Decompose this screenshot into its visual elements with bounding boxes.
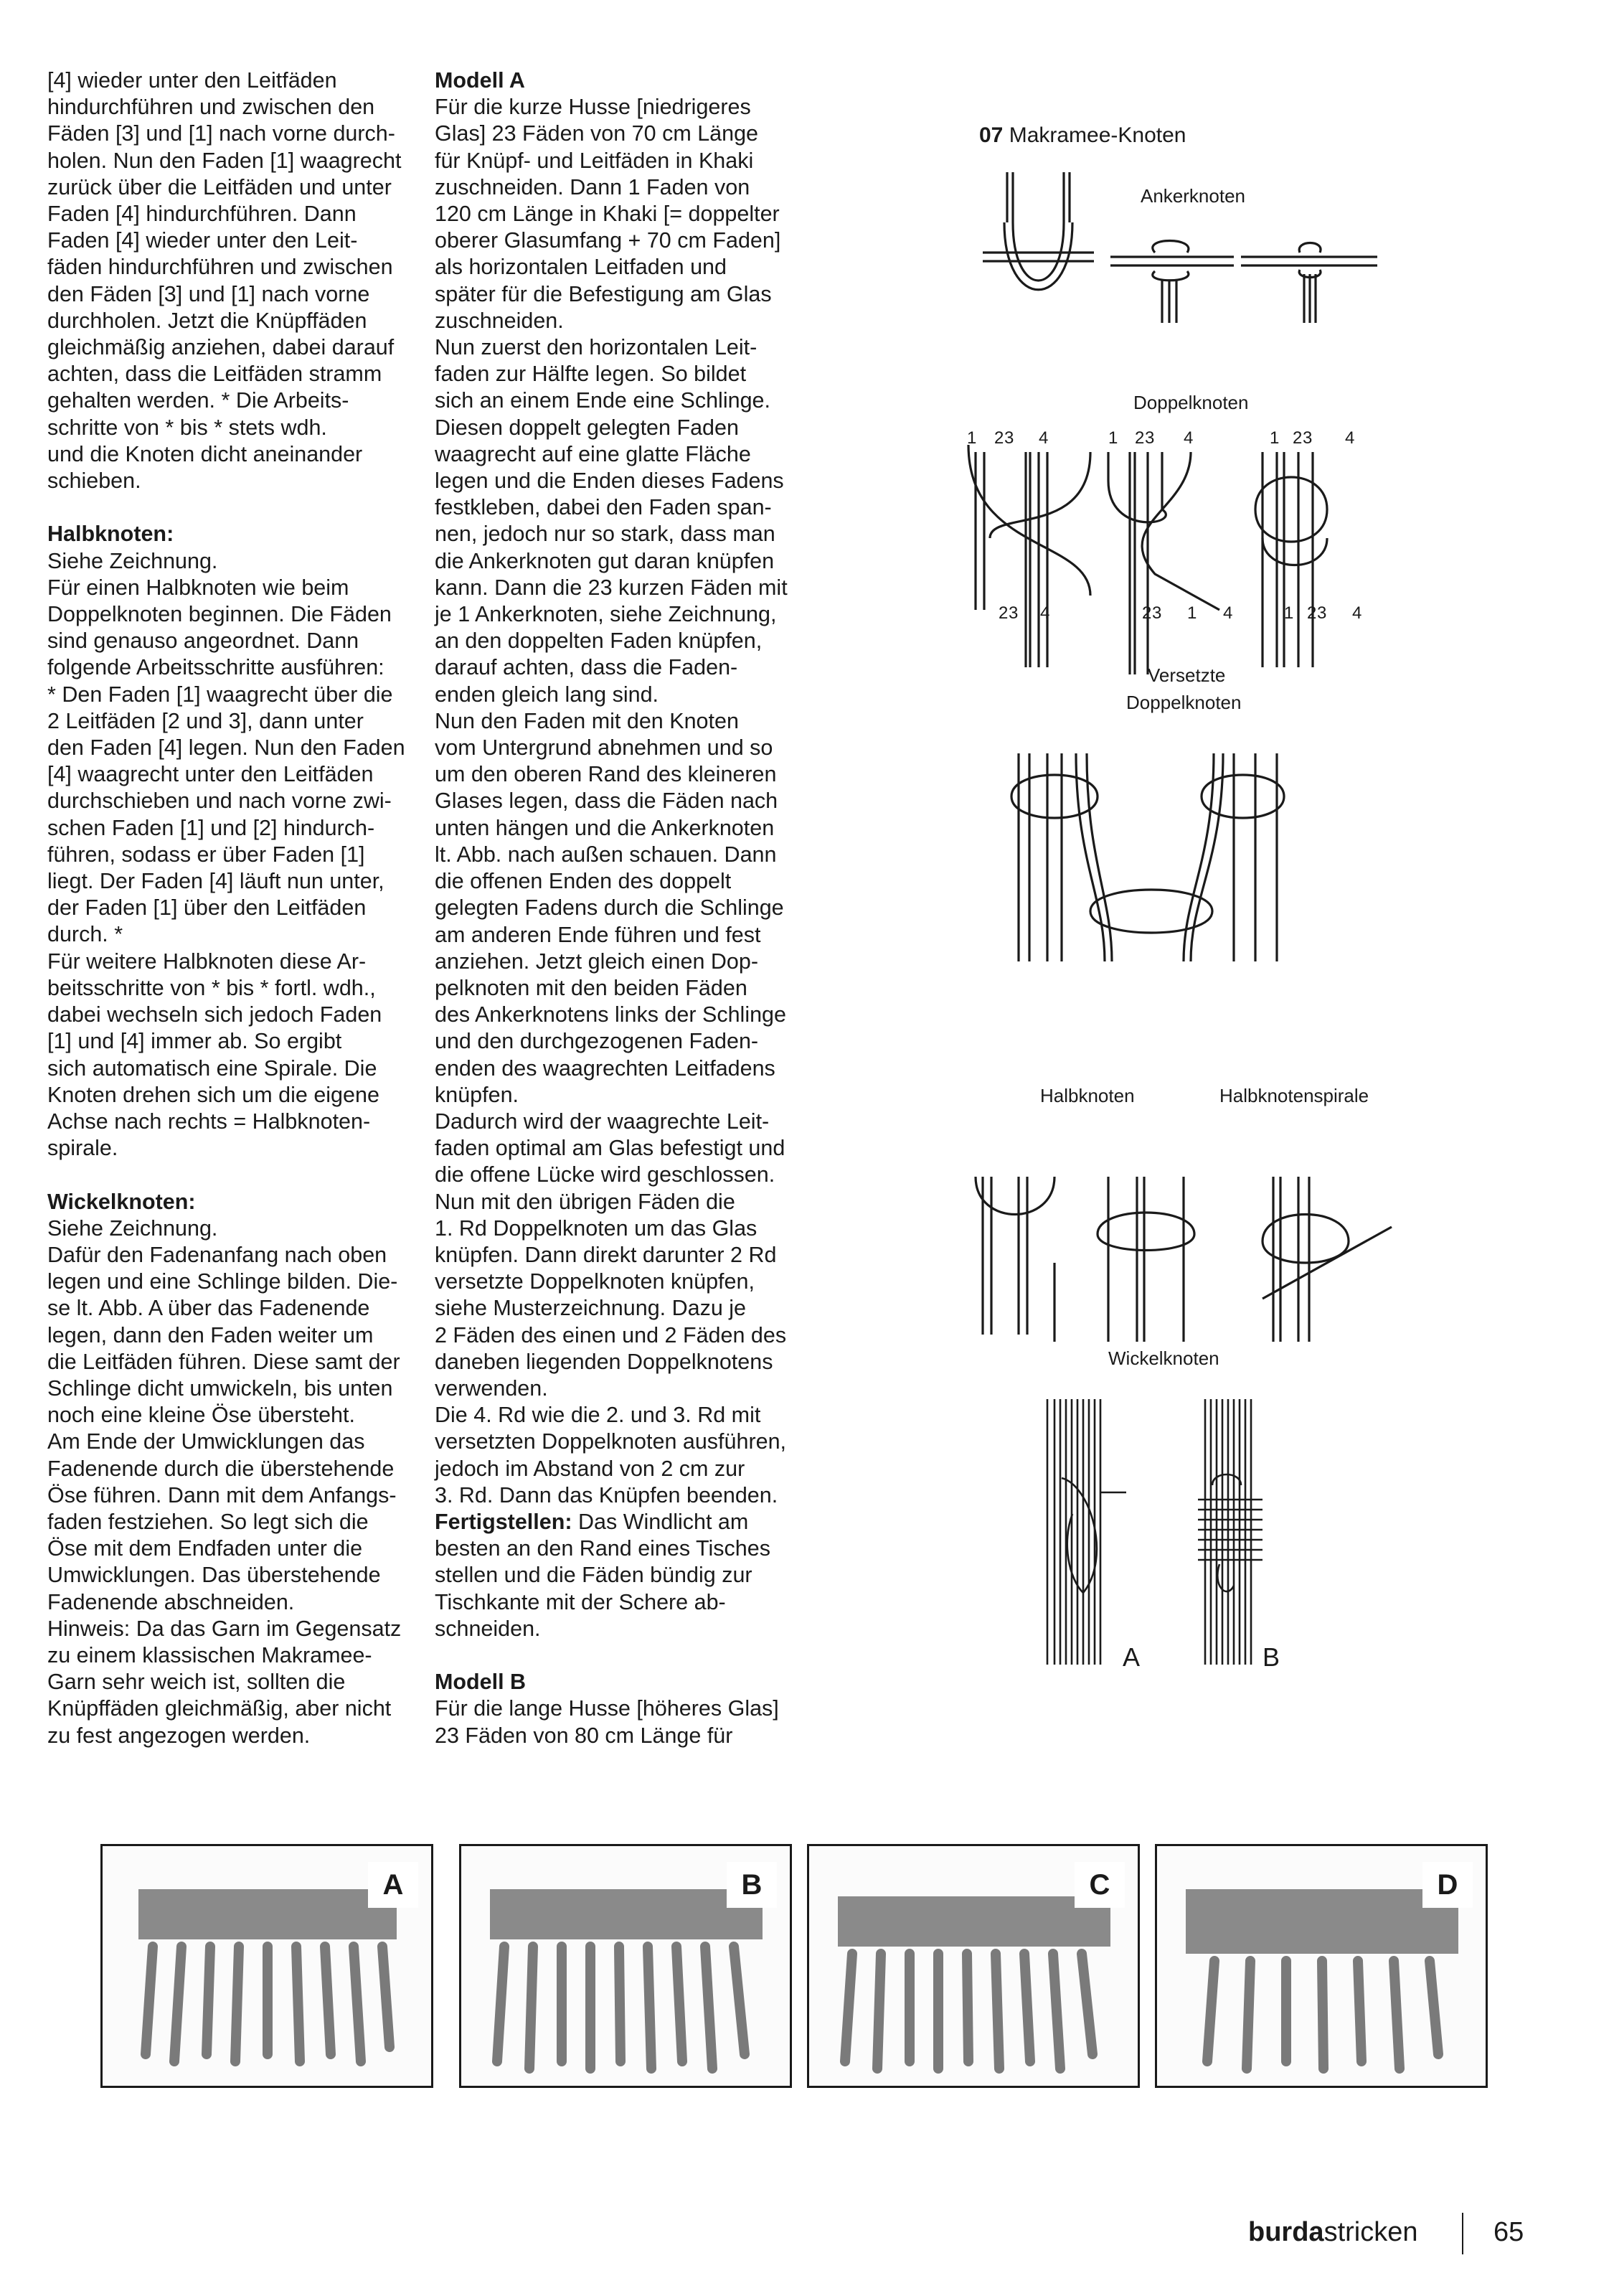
paragraph-wickelknoten: Siehe Zeichnung. Dafür den Fadenanfang nach oben legen und eine Schlinge bilden. Die- se lt. Abb. A über das Fadenende legen, dann den Faden weiter um die Leitfäden führen. Diese samt der Schlinge dicht umwickeln, bis unten noch eine kleine Öse übersteht. Am Ende der Umwicklungen das Fadenende durch die überstehende Öse führen. Dann mit dem Anfangs- faden festziehen. So legt sich die Öse mit dem Endfaden unter die Umwicklungen. Das überstehende Fadenende abschneiden. Hinweis: Da das Garn im Gegensatz zu einem klassischen Makramee- Garn sehr weich ist, sollten die Knüpffäden gleichmäßig, aber nicht zu fest angezogen werden. bbox=[47, 1215, 402, 1748]
heading-wickelknoten: Wickelknoten: bbox=[47, 1189, 196, 1214]
photo-letter-d: D bbox=[1422, 1862, 1473, 1908]
halbknoten-drawing bbox=[976, 1177, 1392, 1342]
svg-text:3: 3 bbox=[1145, 428, 1155, 448]
label-halbknoten: Halbknoten bbox=[1040, 1085, 1135, 1106]
versetzte-doppelknoten-drawing bbox=[1011, 753, 1284, 961]
svg-text:2: 2 bbox=[1307, 603, 1317, 623]
figure-title-text: Makramee-Knoten bbox=[1003, 123, 1186, 147]
paragraph-modell-a: Für die kurze Husse [niedrigeres Glas] 23 Fäden von 70 cm Länge für Knüpf- und Leitfäden in Khaki zuschneiden. Dann 1 Faden von 120 cm Länge in Khaki [= doppelter oberer Glasumfang + 70 cm Faden] als horizontalen Leitfaden und später für die Befestigung am Glas zuschneiden. Nun zuerst den horizontalen Leit- faden zur Hälfte legen. So bildet sich an einem Ende eine Schlinge. Diesen doppelt gelegten Faden waagrecht auf eine glatte Fläche legen und die Enden dieses Fadens festkleben, dabei den Faden span- nen, jedoch nur so stark, dass man die Ankerknoten gut daran knüpfen kann. Dann die 23 kurzen Fäden mit je 1 Ankerknoten, siehe Zeichnung, an den doppelten Faden knüpfen, darauf achten, dass die Faden- enden gleich lang sind. Nun den Faden mit den Knoten vom Untergrund abnehmen und so um den oberen Rand des kleineren Glases legen, dass die Fäden nach unten hängen und die Ankerknoten lt. Abb. nach außen schauen. Dann die offenen Enden des doppelt gelegten Fadens durch die Schlinge am anderen Ende führen und fest anziehen. Jetzt gleich einen Dop- pelknoten mit den beiden Fäden des Ankerknotens links der Schlinge und den durchgezogenen Faden- enden des waagrechten Leitfadens knüpfen. Dadurch wird der waagrechte Leit- faden optimal am Glas befestigt und die offene Lücke wird geschlossen. Nun mit den übrigen Fäden die 1. Rd Doppelknoten um das Glas knüpfen. Dann direkt darunter 2 Rd versetzte Doppelknoten knüpfen, siehe Musterzeichnung. Dazu je 2 Fäden des einen und 2 Fäden des daneben liegenden Doppelknotens verwenden. Die 4. Rd wie die 2. und 3. Rd mit versetzten Doppelknoten ausführen, jedoch im Abstand von 2 cm zur 3. Rd. Dann das Knüpfen beenden. bbox=[435, 95, 788, 1507]
label-halbknotenspirale: Halbknotenspirale bbox=[1219, 1085, 1369, 1106]
label-doppelknoten: Doppelknoten bbox=[1133, 392, 1249, 413]
label-wickelknoten-a: A bbox=[1123, 1642, 1141, 1672]
photo-sample-d bbox=[1155, 1844, 1488, 2088]
page-footer bbox=[1248, 2217, 1524, 2248]
photo-letter-c: C bbox=[1075, 1862, 1125, 1908]
svg-text:1: 1 bbox=[1108, 428, 1118, 448]
label-versetzte-2: Doppelknoten bbox=[1126, 692, 1242, 713]
heading-halbknoten: Halbknoten: bbox=[47, 522, 174, 547]
svg-text:1: 1 bbox=[1284, 603, 1294, 623]
photo-sample-c bbox=[807, 1844, 1140, 2088]
knot-diagram bbox=[947, 108, 1492, 1686]
label-wickelknoten-b: B bbox=[1263, 1642, 1280, 1672]
wickelknoten-drawing bbox=[1047, 1399, 1263, 1665]
figure-number: 07 bbox=[979, 123, 1004, 147]
svg-text:1: 1 bbox=[1270, 428, 1280, 448]
svg-text:3: 3 bbox=[1152, 603, 1162, 623]
svg-text:2: 2 bbox=[994, 428, 1004, 448]
svg-text:2: 2 bbox=[1293, 428, 1303, 448]
paragraph-intro: [4] wieder unter den Leitfäden hindurchführen und zwischen den Fäden [3] und [1] nach vorne durch- holen. Nun den Faden [1] waagrecht zurück über die Leitfäden und unter Faden [4] hindurchführen. Dann Faden [4] wieder unter den Leit- fäden hindurchführen und zwischen den Fäden [3] und [1] nach vorne durchholen. Jetzt die Knüpffäden gleichmäßig anziehen, dabei darauf achten, dass die Leitfäden stramm gehalten werden. * Die Arbeits- schritte von * bis * stets wdh. und die Knoten dicht aneinander schieben. bbox=[47, 68, 402, 494]
page-number: 65 bbox=[1493, 2217, 1524, 2247]
svg-text:2: 2 bbox=[1142, 603, 1152, 623]
label-versetzte-1: Versetzte bbox=[1148, 664, 1226, 686]
svg-text:4: 4 bbox=[1345, 428, 1355, 448]
svg-text:1: 1 bbox=[967, 428, 977, 448]
footer-divider bbox=[1462, 2213, 1463, 2254]
paragraph-fertigstellen bbox=[435, 1509, 808, 1642]
svg-text:2: 2 bbox=[999, 603, 1009, 623]
photo-sample-b bbox=[459, 1844, 792, 2088]
svg-text:4: 4 bbox=[1184, 428, 1194, 448]
svg-text:3: 3 bbox=[1303, 428, 1313, 448]
label-wickelknoten: Wickelknoten bbox=[1108, 1347, 1219, 1369]
doppelknoten-drawing bbox=[968, 445, 1327, 674]
brand-rest: stricken bbox=[1323, 2217, 1418, 2247]
label-fertigstellen: Fertigstellen: bbox=[435, 1509, 572, 1534]
text-column-left bbox=[47, 67, 406, 1749]
svg-text:3: 3 bbox=[1317, 603, 1327, 623]
brand-bold: burda bbox=[1248, 2217, 1324, 2247]
photo-letter-b: B bbox=[727, 1862, 777, 1908]
svg-text:4: 4 bbox=[1040, 603, 1050, 623]
paragraph-halbknoten: Siehe Zeichnung. Für einen Halbknoten wie beim Doppelknoten beginnen. Die Fäden sind genauso angeordnet. Dann folgende Arbeitsschritte ausführen: * Den Faden [1] waagrecht über die 2 Leitfäden [2 und 3], dann unter den Faden [4] legen. Nun den Faden [4] waagrecht unter den Leitfäden durchschieben und nach vorne zwi- schen Faden [1] und [2] hindurch- führen, sodass er über Faden [1] liegt. Der Faden [4] läuft nun unter, der Faden [1] über den Leitfäden durch. * Für weitere Halbknoten diese Ar- beitsschritte von * bis * fortl. wdh., dabei wechseln sich jedoch Faden [1] und [4] immer ab. So ergibt sich automatisch eine Spirale. Die Knoten drehen sich um die eigene Achse nach rechts = Halbknoten- spirale. bbox=[47, 548, 405, 1161]
svg-text:4: 4 bbox=[1352, 603, 1362, 623]
svg-text:2: 2 bbox=[1135, 428, 1145, 448]
photo-letter-a: A bbox=[368, 1862, 418, 1908]
text-fertigstellen: Das Windlicht am besten an den Rand eines Tisches stellen und die Fäden bündig zur Tischkante mit der Schere ab- schneiden. bbox=[435, 1509, 770, 1641]
paragraph-modell-b: Für die lange Husse [höheres Glas] 23 Fäden von 80 cm Länge für bbox=[435, 1696, 779, 1748]
svg-text:1: 1 bbox=[1187, 603, 1197, 623]
heading-modell-a: Modell A bbox=[435, 68, 525, 93]
heading-modell-b: Modell B bbox=[435, 1670, 527, 1695]
svg-text:4: 4 bbox=[1039, 428, 1049, 448]
text-column-middle bbox=[435, 67, 808, 1749]
photo-sample-a bbox=[100, 1844, 433, 2088]
svg-text:3: 3 bbox=[1004, 428, 1014, 448]
svg-text:4: 4 bbox=[1223, 603, 1233, 623]
label-ankerknoten: Ankerknoten bbox=[1141, 185, 1245, 207]
svg-text:3: 3 bbox=[1009, 603, 1019, 623]
